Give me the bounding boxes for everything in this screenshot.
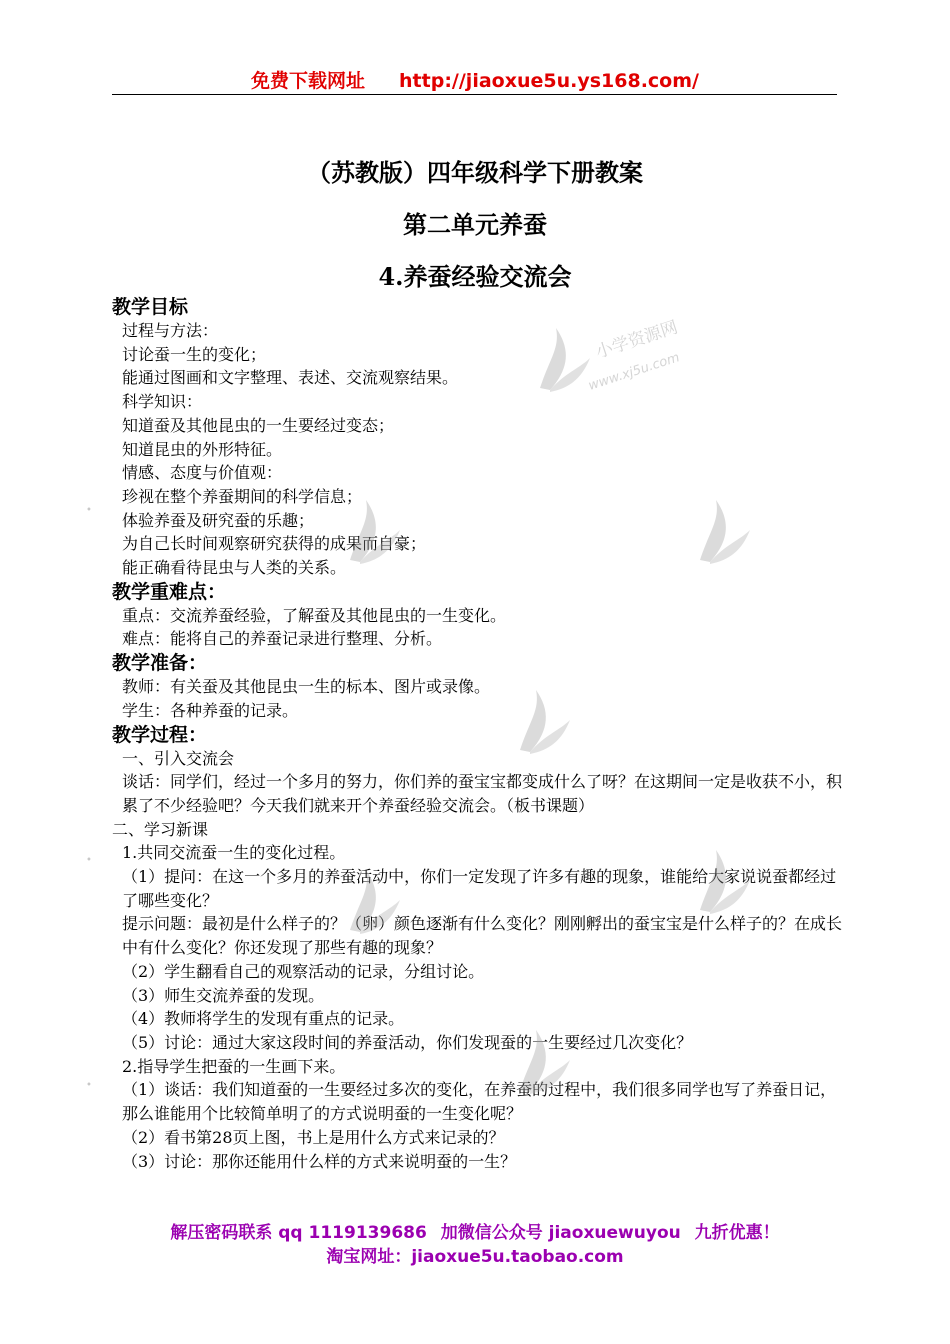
- goal-line: 情感、态度与价值观：: [122, 463, 283, 483]
- process-line: 二、学习新课: [112, 819, 209, 839]
- process-line: 2.指导学生把蚕的一生画下来。: [122, 1056, 346, 1076]
- footer-taobao-link[interactable]: 淘宝网址：jiaoxue5u.taobao.com: [326, 1247, 624, 1267]
- process-line: 一、引入交流会: [122, 748, 235, 768]
- watermark-logo: [500, 680, 690, 770]
- process-line: （3）师生交流养蚕的发现。: [122, 985, 325, 1005]
- watermark-logo: [680, 840, 870, 930]
- footer-wechat: 加微信公众号 jiaoxuewuyou: [440, 1223, 681, 1243]
- process-line: 1.共同交流蚕一生的变化过程。: [122, 843, 346, 863]
- prep-line: 学生：各种养蚕的记录。: [122, 700, 299, 720]
- keypoint-line: 难点：能将自己的养蚕记录进行整理、分析。: [122, 629, 443, 649]
- watermark-logo: [330, 860, 520, 950]
- process-paragraph: 谈话：同学们，经过一个多月的努力，你们养的蚕宝宝都变成什么了呀？在这期间一定是收获不小，积累了不少经验吧？今天我们就来开个养蚕经验交流会。（板书课题）: [122, 772, 843, 815]
- goal-line: 为自己长时间观察研究获得的成果而自豪；: [122, 534, 427, 554]
- process-line: （2）学生翻看自己的观察活动的记录，分组讨论。: [122, 961, 485, 981]
- dot-mark-icon: •: [86, 505, 92, 516]
- footer-password-contact: 解压密码联系 qq 1119139686: [170, 1223, 427, 1243]
- goal-line: 过程与方法：: [122, 321, 219, 340]
- document-title: （苏教版）四年级科学下册教案: [307, 158, 643, 187]
- prep-line: 教师：有关蚕及其他昆虫一生的标本、图片或录像。: [122, 677, 491, 697]
- process-line: （4）教师将学生的发现有重点的记录。: [122, 1009, 405, 1029]
- goal-line: 能通过图画和文字整理、表述、交流观察结果。: [122, 368, 459, 388]
- watermark-logo: [680, 490, 870, 580]
- watermark-logo: [500, 1020, 690, 1110]
- watermark-logo: [520, 318, 710, 408]
- goal-line: 知道昆虫的外形特征。: [122, 439, 283, 459]
- watermark-url-text: www.xj5u.com: [586, 350, 682, 394]
- footer-discount: 九折优惠！: [694, 1223, 780, 1243]
- goal-line: 体验养蚕及研究蚕的乐趣；: [122, 510, 315, 530]
- download-label: 免费下载网址: [251, 70, 366, 92]
- goal-line: 珍视在整个养蚕期间的科学信息；: [122, 486, 363, 506]
- header-divider: [112, 94, 837, 95]
- keypoint-line: 重点：交流养蚕经验，了解蚕及其他昆虫的一生变化。: [122, 605, 507, 625]
- watermark-brand-text: 小学资源网: [593, 318, 681, 363]
- goal-line: 能正确看待昆虫与人类的关系。: [122, 558, 347, 578]
- process-line: （3）讨论：那你还能用什么样的方式来说明蚕的一生？: [122, 1151, 517, 1171]
- process-paragraph: （1）谈话：我们知道蚕的一生要经过多次的变化，在养蚕的过程中，我们很多同学也写了养蚕日记，那么谁能用个比较简单明了的方式说明蚕的一生变化呢？: [122, 1080, 837, 1124]
- section-heading-keypoints: 教学重难点：: [112, 580, 227, 603]
- section-heading-process: 教学过程：: [112, 723, 208, 746]
- goal-line: 科学知识：: [122, 392, 203, 412]
- dot-mark-icon: •: [86, 1080, 92, 1091]
- process-paragraph: 提示问题：最初是什么样子的？（卵）颜色逐渐有什么变化？刚刚孵出的蚕宝宝是什么样子的？在成长中有什么变化？你还发现了那些有趣的现象？: [122, 914, 843, 958]
- section-heading-goals: 教学目标: [112, 296, 189, 318]
- lesson-body: [112, 295, 842, 1173]
- goal-line: 讨论蚕一生的变化；: [122, 344, 267, 364]
- dot-mark-icon: •: [86, 855, 92, 866]
- process-paragraph: （1）提问：在这一个多月的养蚕活动中，你们一定发现了许多有趣的现象，谁能给大家说说蚕都经过了哪些变化？: [122, 867, 837, 910]
- footer-contact: [0, 1218, 950, 1243]
- section-heading-prep: 教学准备：: [112, 652, 208, 675]
- goal-line: 知道蚕及其他昆虫的一生要经过变态；: [122, 415, 395, 435]
- download-url-link[interactable]: http://jiaoxue5u.ys168.com/: [399, 70, 699, 92]
- lesson-title: 4.养蚕经验交流会: [378, 262, 572, 291]
- download-header: [0, 66, 950, 93]
- process-line: （5）讨论：通过大家这段时间的养蚕活动，你们发现蚕的一生要经过几次变化？: [122, 1032, 693, 1052]
- watermark-logo: [330, 490, 520, 580]
- unit-title: 第二单元养蚕: [403, 210, 547, 239]
- process-line: （2）看书第28页上图，书上是用什么方式来记录的？: [122, 1127, 505, 1147]
